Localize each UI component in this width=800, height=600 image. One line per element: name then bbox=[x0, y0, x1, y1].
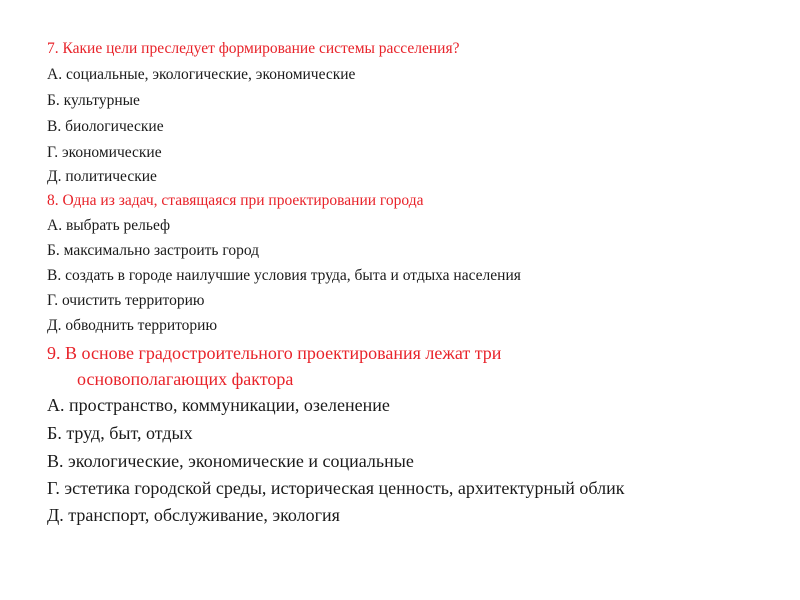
question-7-title: 7. Какие цели преследует формирование системы расселения? bbox=[47, 40, 460, 57]
question-8-answer-v: В. создать в городе наилучшие условия труда, быта и отдыха населения bbox=[47, 267, 521, 284]
question-9-answer-v: В. экологические, экономические и социальные bbox=[47, 451, 414, 471]
question-9-answer-b: Б. труд, быт, отдых bbox=[47, 423, 193, 443]
question-8-title: 8. Одна из задач, ставящаяся при проектировании города bbox=[47, 192, 424, 209]
question-8-answer-d: Д. обводнить территорию bbox=[47, 317, 218, 334]
question-8-answer-g: Г. очистить территорию bbox=[47, 292, 205, 309]
question-8-answer-b: Б. максимально застроить город bbox=[47, 242, 260, 259]
question-9-answer-d: Д. транспорт, обслуживание, экология bbox=[47, 505, 340, 525]
question-7-answer-b: Б. культурные bbox=[47, 92, 140, 109]
question-9-answer-g: Г. эстетика городской среды, историческая ценность, архитектурный облик bbox=[47, 478, 625, 498]
question-8-answer-a: А. выбрать рельеф bbox=[47, 217, 171, 234]
question-7-answer-g: Г. экономические bbox=[47, 144, 162, 161]
question-7-answer-d: Д. политические bbox=[47, 168, 157, 185]
question-9-title-line2: основополагающих фактора bbox=[77, 369, 294, 389]
question-7-answer-v: В. биологические bbox=[47, 118, 164, 135]
question-7-answer-a: А. социальные, экологические, экономические bbox=[47, 66, 356, 83]
question-9-title-line1: 9. В основе градостроительного проектирования лежат три bbox=[47, 343, 502, 363]
question-9-answer-a: А. пространство, коммуникации, озеленение bbox=[47, 395, 390, 415]
